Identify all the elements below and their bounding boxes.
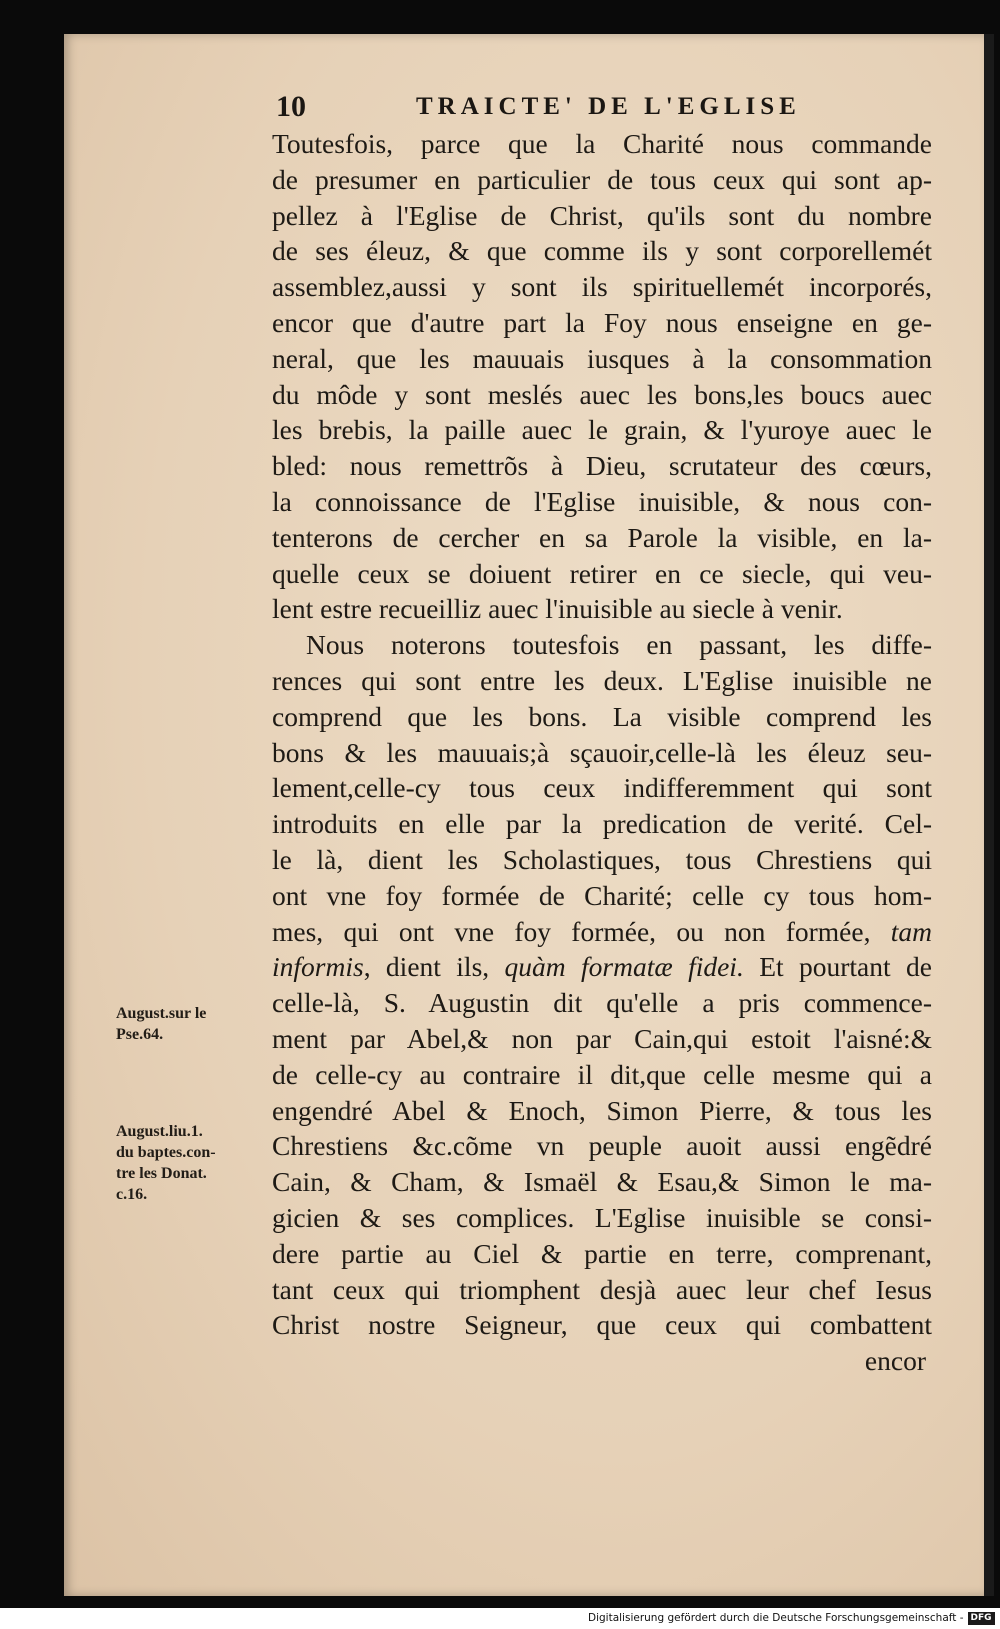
text-line: le là, dient les Scholastiques, tous Chrestiens qui: [272, 843, 932, 875]
text-line: lement,celle-cy tous ceux indifferemment qui sont: [272, 772, 932, 804]
text-line: engendré Abel & Enoch, Simon Pierre, & tous les: [272, 1094, 932, 1126]
marginal-note: [116, 1003, 264, 1045]
dfg-logo: DFG: [968, 1612, 995, 1625]
text-line: celle-là, S. Augustin dit qu'elle a pris commence-: [272, 987, 932, 1019]
text-line: lent estre recueilliz auec l'inuisible au siecle à venir.: [272, 593, 843, 625]
marginal-note-line: tre les Donat.: [116, 1165, 207, 1182]
marginal-note-line: August.sur le: [116, 1005, 207, 1022]
text-line: pellez à l'Eglise de Christ, qu'ils sont du nombre: [272, 199, 932, 231]
text-line: Christ nostre Seigneur, que ceux qui combattent: [272, 1309, 932, 1341]
text-line: bled: nous remettrõs à Dieu, scrutateur des cœurs,: [272, 450, 932, 482]
marginal-note-line: c.16.: [116, 1186, 148, 1203]
text-segment: Et pourtant de: [743, 951, 932, 983]
text-line: Chrestiens &c.cõme vn peuple auoit aussi engẽdré: [272, 1130, 932, 1162]
text-segment: mes, qui ont vne foy formée, ou non formée,: [272, 915, 871, 947]
latin-term: informis: [272, 951, 364, 983]
latin-term: quàm formatæ fidei.: [504, 951, 744, 983]
text-line: Nous noterons toutesfois en passant, les diffe-: [306, 629, 932, 661]
text-line: les brebis, la paille auec le grain, & l'yuroye auec le: [272, 414, 932, 446]
text-line: [272, 949, 932, 985]
text-line: ment par Abel,& non par Cain,qui estoit l'aisné:&: [272, 1022, 932, 1054]
page-header: [276, 90, 816, 126]
text-line: la connoissance de l'Eglise inuisible, & nous con-: [272, 485, 932, 517]
text-line: assemblez,aussi y sont ils spirituellemét incorporés,: [272, 271, 932, 303]
text-line: de celle-cy au contraire il dit,que celle mesme qui a: [272, 1058, 932, 1090]
main-text-block: [272, 126, 932, 1379]
marginal-note-line: du baptes.con-: [116, 1144, 216, 1161]
text-line: tenterons de cercher en sa Parole la visible, en la-: [272, 521, 932, 553]
text-segment: , dient ils,: [363, 951, 490, 983]
text-line: encor que d'autre part la Foy nous enseigne en ge-: [272, 306, 932, 338]
marginal-note-line: Pse.64.: [116, 1026, 164, 1043]
text-line: bons & les mauuais;à sçauoir,celle-là les éleuz seu-: [272, 736, 932, 768]
digitization-footer: [588, 1608, 1000, 1629]
text-line: ont vne foy formée de Charité; celle cy tous hom-: [272, 879, 932, 911]
text-line: introduits en elle par la predication de verité. Cel-: [272, 808, 932, 840]
text-line: Cain, & Cham, & Ismaël & Esau,& Simon le ma-: [272, 1166, 932, 1198]
text-line: tant ceux qui triomphent desjà auec leur chef Iesus: [272, 1273, 932, 1305]
text-line: Toutesfois, parce que la Charité nous commande: [272, 128, 932, 159]
marginal-note-line: August.liu.1.: [116, 1123, 203, 1140]
text-line: du môde y sont meslés auec les bons,les boucs auec: [272, 378, 932, 410]
text-line: dere partie au Ciel & partie en terre, comprenant,: [272, 1237, 932, 1269]
text-line: [272, 914, 932, 950]
latin-term: tam: [890, 915, 933, 947]
page-number: 10: [276, 90, 306, 123]
text-line: de presumer en particulier de tous ceux qui sont ap-: [272, 163, 932, 195]
marginal-note: [116, 1121, 264, 1205]
text-line: gicien & ses complices. L'Eglise inuisible se consi-: [272, 1201, 932, 1233]
text-line: de ses éleuz, & que comme ils y sont corporellemét: [272, 235, 932, 267]
text-line: comprend que les bons. La visible comprend les: [272, 700, 932, 732]
text-line: quelle ceux se doiuent retirer en ce siecle, qui veu-: [272, 557, 932, 589]
running-head: TRAICTE' DE L'EGLISE: [416, 93, 801, 120]
text-line: rences qui sont entre les deux. L'Eglise inuisible ne: [272, 664, 932, 696]
text-line: neral, que les mauuais iusques à la consommation: [272, 342, 932, 374]
footer-text: Digitalisierung gefördert durch die Deutsche Forschungsgemeinschaft -: [588, 1612, 964, 1624]
catchword: encor: [864, 1345, 926, 1377]
page-edge-shadow: [984, 34, 994, 1596]
